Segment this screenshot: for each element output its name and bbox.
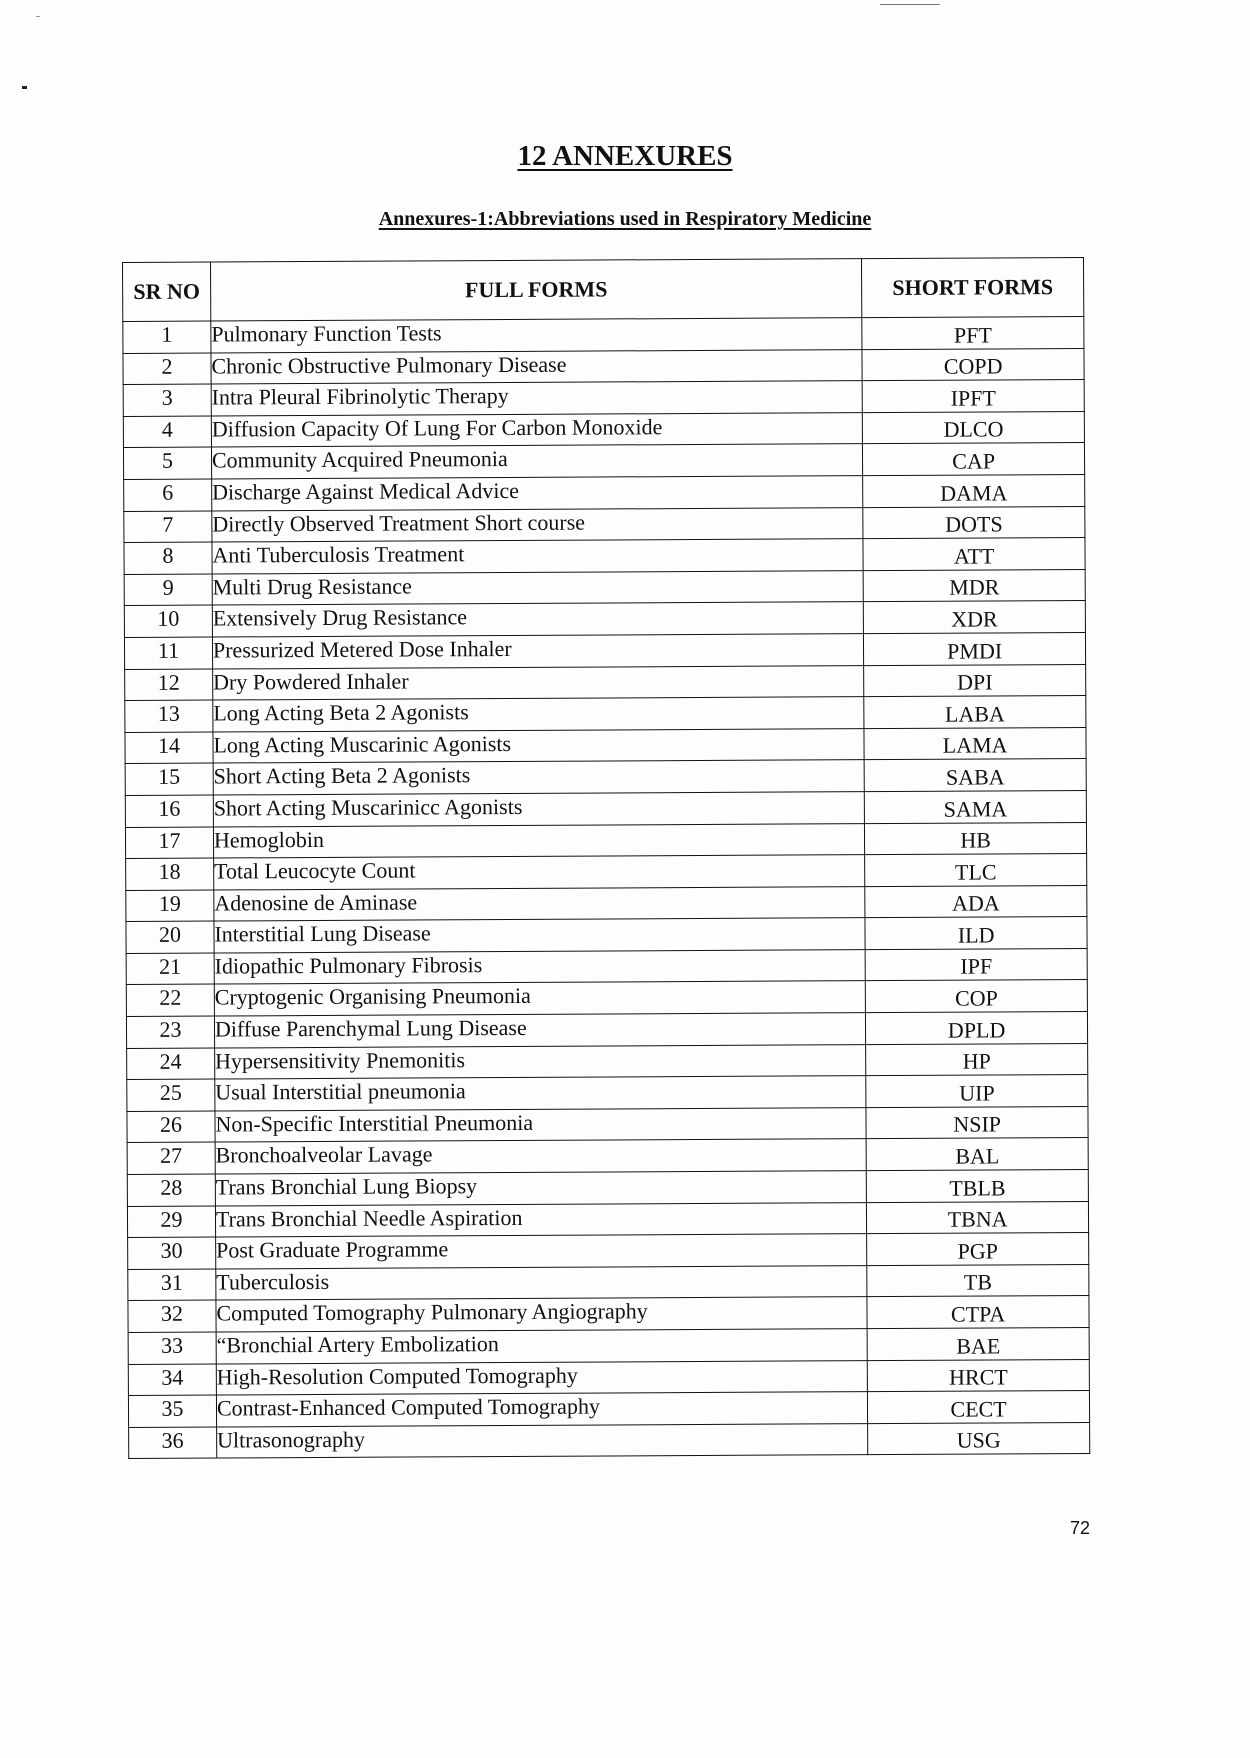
- short-form-cell: SAMA: [864, 790, 1086, 823]
- full-form-cell: Long Acting Beta 2 Agonists: [213, 697, 864, 732]
- sr-no-cell: 26: [127, 1111, 215, 1143]
- short-form-cell: HB: [865, 822, 1087, 855]
- full-form-cell: Contrast-Enhanced Computed Tomography: [216, 1392, 867, 1427]
- sr-no-cell: 15: [125, 763, 213, 795]
- table-row: [123, 348, 1084, 385]
- short-form-cell: NSIP: [866, 1106, 1088, 1139]
- table-row: [129, 1422, 1090, 1459]
- full-form-cell: Idiopathic Pulmonary Fibrosis: [214, 949, 865, 984]
- sr-no-cell: 16: [125, 795, 213, 827]
- short-form-cell: TBNA: [867, 1201, 1089, 1234]
- full-form-cell: Ultrasonography: [217, 1423, 868, 1458]
- sr-no-cell: 19: [126, 890, 214, 922]
- short-form-cell: PGP: [867, 1233, 1089, 1266]
- page-number: 72: [1070, 1518, 1091, 1538]
- sr-no-cell: 24: [127, 1048, 215, 1080]
- sr-no-cell: 17: [125, 827, 213, 859]
- table-row: [126, 917, 1087, 954]
- header-sr-no: SR NO: [123, 262, 211, 321]
- short-form-cell: CTPA: [867, 1296, 1089, 1329]
- header-short-forms: SHORT FORMS: [862, 257, 1084, 317]
- table-row: [125, 727, 1086, 764]
- short-form-cell: BAE: [867, 1327, 1089, 1360]
- table-row: [124, 569, 1085, 606]
- short-form-cell: COP: [865, 980, 1087, 1013]
- full-form-cell: Diffusion Capacity Of Lung For Carbon Monoxide: [211, 412, 862, 447]
- short-form-cell: DPLD: [866, 1012, 1088, 1045]
- sr-no-cell: 33: [128, 1332, 216, 1364]
- sr-no-cell: 32: [128, 1300, 216, 1332]
- full-form-cell: Bronchoalveolar Lavage: [215, 1139, 866, 1174]
- table-row: [124, 538, 1085, 575]
- short-form-cell: DLCO: [862, 411, 1084, 444]
- table-row: [128, 1359, 1089, 1396]
- header-full-forms: FULL FORMS: [210, 259, 862, 321]
- full-form-cell: “Bronchial Artery Embolization: [216, 1329, 867, 1364]
- section-subtitle: Annexures-1:Abbreviations used in Respiratory Medicine: [378, 208, 872, 230]
- short-form-cell: PMDI: [864, 632, 1086, 665]
- full-form-cell: Chronic Obstructive Pulmonary Disease: [211, 349, 862, 384]
- short-form-cell: CECT: [868, 1391, 1090, 1424]
- table-row: [124, 601, 1085, 638]
- short-form-cell: LABA: [864, 696, 1086, 729]
- short-form-cell: HP: [866, 1043, 1088, 1076]
- full-form-cell: Intra Pleural Fibrinolytic Therapy: [211, 381, 862, 416]
- short-form-cell: ILD: [865, 917, 1087, 950]
- short-form-cell: PFT: [862, 316, 1084, 349]
- full-form-cell: Pulmonary Function Tests: [211, 318, 862, 353]
- full-form-cell: High-Resolution Computed Tomography: [216, 1360, 867, 1395]
- full-form-cell: Total Leucocyte Count: [214, 855, 865, 890]
- short-form-cell: TLC: [865, 854, 1087, 887]
- sr-no-cell: 20: [126, 921, 214, 953]
- sr-no-cell: 12: [125, 669, 213, 701]
- short-form-cell: DAMA: [863, 474, 1085, 507]
- table-row: [128, 1233, 1089, 1270]
- table-row: [126, 948, 1087, 985]
- sr-no-cell: 21: [126, 953, 214, 985]
- full-form-cell: Directly Observed Treatment Short course: [212, 507, 863, 542]
- sr-no-cell: 3: [123, 384, 211, 416]
- table-row: [127, 1201, 1088, 1238]
- sr-no-cell: 8: [124, 542, 212, 574]
- full-form-cell: Extensively Drug Resistance: [212, 602, 863, 637]
- sr-no-cell: 23: [126, 1016, 214, 1048]
- short-form-cell: HRCT: [867, 1359, 1089, 1392]
- table-row: [123, 443, 1084, 480]
- sr-no-cell: 34: [128, 1364, 216, 1396]
- scan-speck: [36, 16, 40, 17]
- full-form-cell: Trans Bronchial Needle Aspiration: [215, 1202, 866, 1237]
- table-row: [124, 506, 1085, 543]
- sr-no-cell: 36: [129, 1427, 217, 1459]
- table-row: [124, 474, 1085, 511]
- table-row: [126, 980, 1087, 1017]
- sr-no-cell: 31: [128, 1269, 216, 1301]
- short-form-cell: TBLB: [866, 1169, 1088, 1202]
- short-form-cell: MDR: [863, 569, 1085, 602]
- scan-speck: [22, 86, 27, 89]
- full-form-cell: Hypersensitivity Pnemonitis: [215, 1044, 866, 1079]
- sr-no-cell: 6: [124, 479, 212, 511]
- abbreviations-table: [122, 257, 1090, 1459]
- table-row: [126, 1012, 1087, 1049]
- table-row: [123, 411, 1084, 448]
- short-form-cell: XDR: [863, 601, 1085, 634]
- sr-no-cell: 22: [126, 984, 214, 1016]
- table-row: [123, 316, 1084, 353]
- table-row: [127, 1138, 1088, 1175]
- sr-no-cell: 10: [124, 605, 212, 637]
- scan-speck: [880, 4, 940, 5]
- table-row: [126, 854, 1087, 891]
- sr-no-cell: 30: [128, 1237, 216, 1269]
- table-row: [123, 380, 1084, 417]
- full-form-cell: Hemoglobin: [213, 823, 864, 858]
- full-form-cell: Short Acting Beta 2 Agonists: [213, 760, 864, 795]
- full-form-cell: Non-Specific Interstitial Pneumonia: [215, 1107, 866, 1142]
- short-form-cell: LAMA: [864, 727, 1086, 760]
- sr-no-cell: 35: [128, 1395, 216, 1427]
- table-row: [127, 1075, 1088, 1112]
- table-row: [127, 1169, 1088, 1206]
- table-row: [127, 1106, 1088, 1143]
- full-form-cell: Discharge Against Medical Advice: [212, 476, 863, 511]
- sr-no-cell: 27: [127, 1142, 215, 1174]
- full-form-cell: Dry Powdered Inhaler: [213, 665, 864, 700]
- sr-no-cell: 13: [125, 700, 213, 732]
- table-body: [123, 316, 1090, 1458]
- page-title: 12 ANNEXURES: [517, 140, 733, 172]
- short-form-cell: COPD: [862, 348, 1084, 381]
- sr-no-cell: 29: [127, 1206, 215, 1238]
- sr-no-cell: 11: [124, 637, 212, 669]
- full-form-cell: Usual Interstitial pneumonia: [215, 1076, 866, 1111]
- table-row: [127, 1043, 1088, 1080]
- table-row: [125, 790, 1086, 827]
- sr-no-cell: 14: [125, 732, 213, 764]
- table-row: [128, 1296, 1089, 1333]
- full-form-cell: Interstitial Lung Disease: [214, 918, 865, 953]
- sr-no-cell: 25: [127, 1079, 215, 1111]
- full-form-cell: Anti Tuberculosis Treatment: [212, 539, 863, 574]
- short-form-cell: CAP: [863, 443, 1085, 476]
- table-row: [125, 822, 1086, 859]
- short-form-cell: DOTS: [863, 506, 1085, 539]
- full-form-cell: Multi Drug Resistance: [212, 570, 863, 605]
- full-form-cell: Post Graduate Programme: [216, 1234, 867, 1269]
- short-form-cell: ADA: [865, 885, 1087, 918]
- short-form-cell: DPI: [864, 664, 1086, 697]
- short-form-cell: ATT: [863, 538, 1085, 571]
- sr-no-cell: 5: [123, 447, 211, 479]
- sr-no-cell: 18: [126, 858, 214, 890]
- sr-no-cell: 1: [123, 321, 211, 353]
- sr-no-cell: 4: [123, 416, 211, 448]
- short-form-cell: SABA: [864, 759, 1086, 792]
- sr-no-cell: 2: [123, 353, 211, 385]
- table-row: [125, 664, 1086, 701]
- full-form-cell: Long Acting Muscarinic Agonists: [213, 728, 864, 763]
- table-row: [125, 696, 1086, 733]
- short-form-cell: IPFT: [862, 380, 1084, 413]
- table-row: [128, 1264, 1089, 1301]
- full-form-cell: Trans Bronchial Lung Biopsy: [215, 1171, 866, 1206]
- short-form-cell: TB: [867, 1264, 1089, 1297]
- short-form-cell: USG: [868, 1422, 1090, 1455]
- sr-no-cell: 9: [124, 574, 212, 606]
- short-form-cell: BAL: [866, 1138, 1088, 1171]
- table-row: [126, 885, 1087, 922]
- full-form-cell: Pressurized Metered Dose Inhaler: [212, 634, 863, 669]
- full-form-cell: Cryptogenic Organising Pneumonia: [214, 981, 865, 1016]
- table-row: [128, 1391, 1089, 1428]
- full-form-cell: Adenosine de Aminase: [214, 886, 865, 921]
- table-row: [128, 1327, 1089, 1364]
- table-row: [124, 632, 1085, 669]
- sr-no-cell: 28: [127, 1174, 215, 1206]
- table-header-row: [123, 257, 1084, 321]
- short-form-cell: IPF: [865, 948, 1087, 981]
- full-form-cell: Community Acquired Pneumonia: [211, 444, 862, 479]
- short-form-cell: UIP: [866, 1075, 1088, 1108]
- full-form-cell: Short Acting Muscarinicc Agonists: [213, 792, 864, 827]
- full-form-cell: Diffuse Parenchymal Lung Disease: [214, 1013, 865, 1048]
- sr-no-cell: 7: [124, 511, 212, 543]
- full-form-cell: Tuberculosis: [216, 1265, 867, 1300]
- table-row: [125, 759, 1086, 796]
- full-form-cell: Computed Tomography Pulmonary Angiography: [216, 1297, 867, 1332]
